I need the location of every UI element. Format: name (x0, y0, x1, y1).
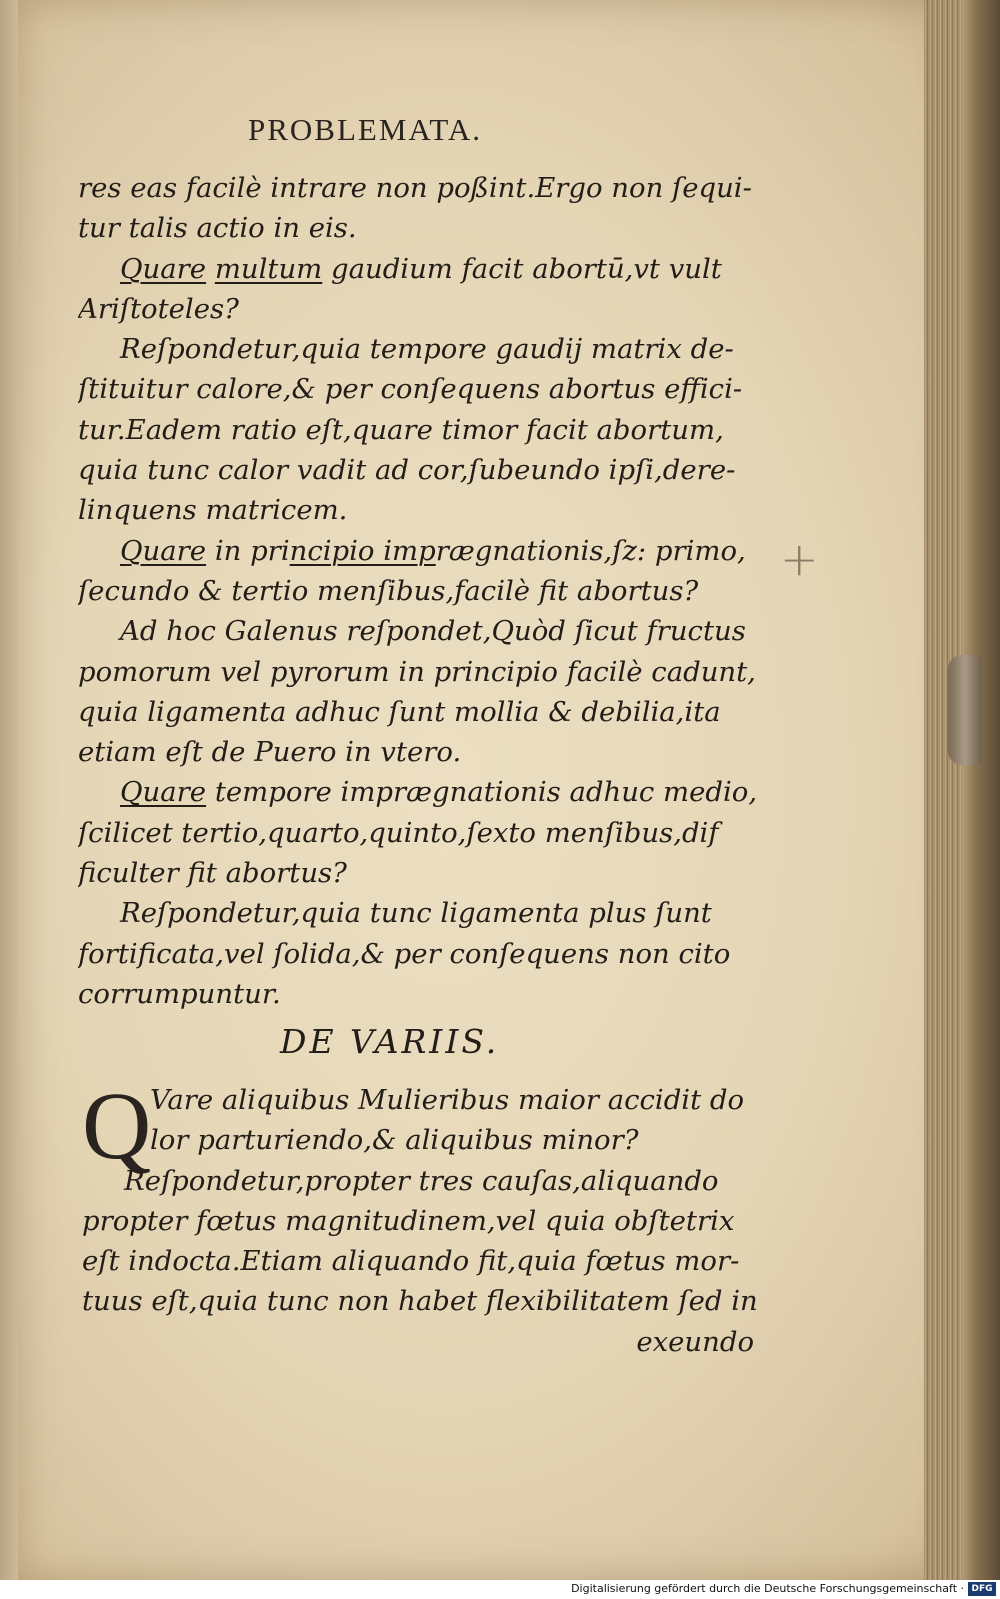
text-line: pomorum vel pyrorum in principio facilè cadunt, (78, 655, 756, 688)
text-line: quia tunc calor vadit ad cor,ſubeundo ipſi,dere- (78, 454, 736, 487)
text-line: Reſpondetur,quia tunc ligamenta plus ſunt (120, 897, 712, 930)
question-line (78, 772, 758, 812)
text-line: tur talis actio in eis. (78, 212, 357, 245)
margin-plus-mark: + (780, 532, 819, 586)
question-line (78, 531, 758, 571)
underlined-word: multum (214, 252, 323, 285)
text-line: propter fœtus magnitudinem,vel quia obſtetrix (82, 1204, 735, 1237)
text-line: lor parturiendo,& aliquibus minor? (150, 1124, 639, 1157)
footer-credit: Digitalisierung gefördert durch die Deutsche Forschungsgemeinschaft · (571, 1582, 964, 1595)
bookmark-tab (948, 655, 982, 765)
text-line: fortificata,vel ſolida,& per conſequens non cito (78, 937, 731, 970)
text-line: etiam eſt de Puero in vtero. (78, 736, 462, 769)
text-line: tuus eſt,quia tunc non habet flexibilitatem ſed in (82, 1285, 758, 1318)
text-line: ficulter fit abortus? (78, 857, 347, 890)
running-head: PROBLEMATA. (248, 112, 482, 147)
text-line: Ad hoc Galenus reſpondet,Quòd ſicut fructus (120, 615, 746, 648)
text-line: res eas facilè intrare non poßint.Ergo non ſequi- (78, 172, 752, 204)
text-span: rægnationis,ſz: primo, (435, 534, 746, 567)
text-line: Ariſtoteles? (78, 292, 239, 325)
question-line (78, 249, 758, 289)
dfg-logo: DFG (968, 1582, 996, 1596)
catchword: exeundo (636, 1325, 754, 1358)
text-line: quia ligamenta adhuc ſunt mollia & debilia,ita (78, 695, 721, 728)
text-span: in pri (206, 534, 290, 567)
text-line: ſecundo & tertio menſibus,facilè fit abortus? (78, 574, 699, 607)
underlined-word: Quare (120, 252, 207, 285)
text-block-main (78, 168, 758, 1014)
text-line: tur.Eadem ratio eſt,quare timor facit abortum, (78, 413, 724, 446)
text-line: Reſpondetur,propter tres cauſas,aliquando (124, 1164, 719, 1197)
page-edge (924, 0, 962, 1580)
text-line: eſt indocta.Etiam aliquando fit,quia fœtus mor- (82, 1245, 740, 1278)
text-line: ſcilicet tertio,quarto,quinto,ſexto menſibus,dif (78, 816, 719, 849)
text-span: gaudium facit abortū,vt vult (322, 252, 722, 285)
text-line: Reſpondetur,quia tempore gaudij matrix de- (120, 333, 734, 366)
underlined-word: ncipio imp (289, 534, 436, 567)
text-block-section (82, 1072, 762, 1362)
text-span (206, 253, 215, 285)
text-line: Vare aliquibus Mulieribus maior accidit do (150, 1084, 745, 1116)
underlined-word: Quare (120, 776, 207, 809)
text-line: ſtituitur calore,& per conſequens abortus effici- (78, 373, 743, 406)
text-line: linquens matricem. (78, 494, 348, 527)
footer-bar (0, 1580, 1000, 1599)
text-line: corrumpuntur. (78, 977, 281, 1010)
underlined-word: Quare (120, 534, 207, 567)
text-span: tempore imprægnationis adhuc medio, (206, 776, 758, 809)
section-title: DE VARIIS. (280, 1022, 500, 1061)
drop-cap-initial: Q (82, 1072, 152, 1179)
